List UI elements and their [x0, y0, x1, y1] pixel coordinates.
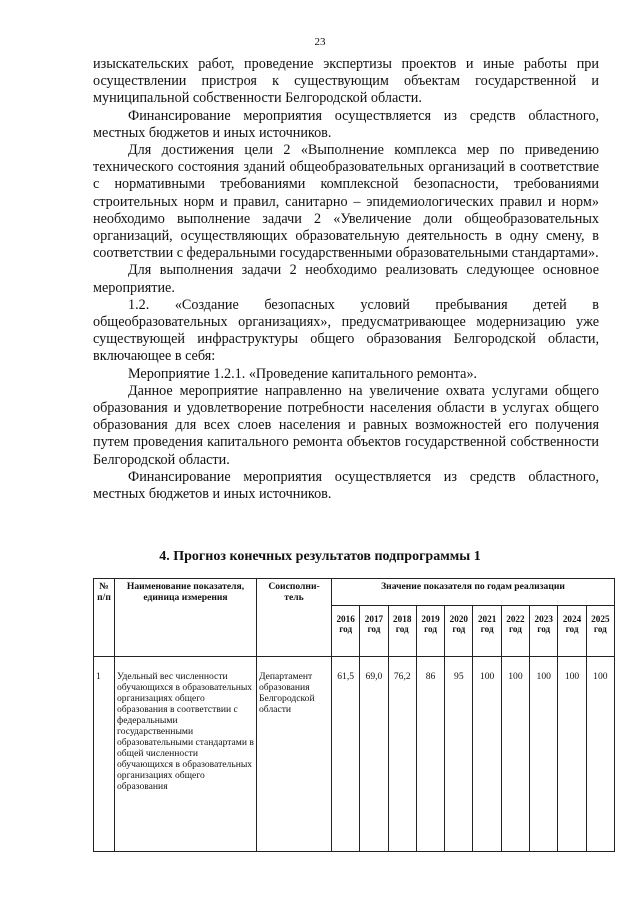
- header-year: [445, 606, 473, 657]
- year-unit: год: [367, 624, 381, 634]
- section-title: 4. Прогноз конечных результатов подпрограммы 1: [159, 549, 481, 564]
- year-label: 2023: [534, 614, 553, 624]
- header-name: Наименование показателя, единица измерения: [115, 579, 257, 657]
- paragraph: Данное мероприятие направленно на увеличение охвата услугами общего образования и удовлетворение потребности населения области в услугах общего образования для всех слоев населения и равных возможностей его получения путем проведения капитального ремонта объектов государственной собственности Белгородской области.: [93, 382, 599, 468]
- header-year: [332, 606, 360, 657]
- cell-value: 100: [586, 657, 614, 852]
- paragraph: Для достижения цели 2 «Выполнение комплекса мер по приведению технического состояния зданий общеобразовательных организаций в соответствие с нормативными требованиями комплексной безопасности, требованиями строительных норм и правил, санитарно – эпидемиологических правил и норм» необходимо выполнение задачи 2 «Увеличение доли общеобразовательных организаций, осуществляющих образовательную деятельность в одну смену, в соответствии с федеральными государственными образовательными стандартами».: [93, 142, 599, 262]
- year-unit: год: [537, 624, 551, 634]
- cell-executor: Департамент образования Белгородской области: [257, 657, 332, 852]
- year-label: 2022: [506, 614, 525, 624]
- year-unit: год: [508, 624, 522, 634]
- year-label: 2019: [421, 614, 440, 624]
- header-year: [586, 606, 614, 657]
- year-label: 2024: [562, 614, 582, 624]
- year-unit: год: [452, 624, 466, 634]
- cell-value: 100: [501, 657, 529, 852]
- year-label: 2016: [336, 614, 355, 624]
- header-year: [416, 606, 444, 657]
- table-header-row: [94, 579, 615, 606]
- cell-value: 61,5: [332, 657, 360, 852]
- header-year: [388, 606, 416, 657]
- page-number: 23: [314, 36, 326, 48]
- year-label: 2021: [477, 614, 497, 624]
- paragraph: Для выполнения задачи 2 необходимо реализовать следующее основное мероприятие.: [93, 262, 599, 296]
- cell-value: 100: [558, 657, 586, 852]
- year-unit: год: [565, 624, 579, 634]
- year-unit: год: [424, 624, 437, 634]
- header-year: [501, 606, 529, 657]
- header-year: [530, 606, 558, 657]
- results-table: [93, 578, 615, 852]
- table-row: [94, 657, 615, 852]
- year-label: 2020: [449, 614, 469, 624]
- cell-num: 1: [94, 657, 115, 852]
- paragraph: Мероприятие 1.2.1. «Проведение капитального ремонта».: [128, 365, 478, 382]
- year-label: 2017: [364, 614, 384, 624]
- year-unit: год: [593, 624, 607, 634]
- paragraph: 1.2. «Создание безопасных условий пребывания детей в общеобразовательных организациях», предусматривающее модернизацию уже существующей инфраструктуры общего образования Белгородской области, включающее в себя:: [93, 296, 599, 365]
- header-year: [360, 606, 388, 657]
- year-unit: год: [395, 624, 409, 634]
- year-unit: год: [339, 624, 353, 634]
- cell-value: 95: [445, 657, 473, 852]
- cell-value: 86: [416, 657, 444, 852]
- header-executor: Соисполни-тель: [257, 579, 332, 657]
- cell-value: 100: [473, 657, 501, 852]
- cell-value: 69,0: [360, 657, 388, 852]
- paragraph: Финансирование мероприятия осуществляется из средств областного, местных бюджетов и иных источников.: [93, 468, 599, 503]
- header-year: [473, 606, 501, 657]
- header-num: № п/п: [94, 579, 115, 657]
- year-unit: год: [480, 624, 494, 634]
- header-values-group: Значение показателя по годам реализации: [332, 579, 615, 606]
- cell-value: 76,2: [388, 657, 416, 852]
- paragraph: Финансирование мероприятия осуществляется из средств областного, местных бюджетов и иных источников.: [93, 107, 599, 141]
- cell-name: Удельный вес численности обучающихся в образовательных организациях общего образования в соответствии с федеральными государственными образовательными стандартами в общей численности обучающихся в образовательных организациях общего образования: [115, 657, 257, 852]
- paragraph: изыскательских работ, проведение экспертизы проектов и иные работы при осуществлении пристроя к существующим объектам государственной и муниципальной собственности Белгородской области.: [93, 56, 599, 107]
- body-text: [93, 56, 599, 503]
- year-label: 2025: [591, 614, 610, 624]
- cell-value: 100: [530, 657, 558, 852]
- year-label: 2018: [393, 614, 412, 624]
- header-year: [558, 606, 586, 657]
